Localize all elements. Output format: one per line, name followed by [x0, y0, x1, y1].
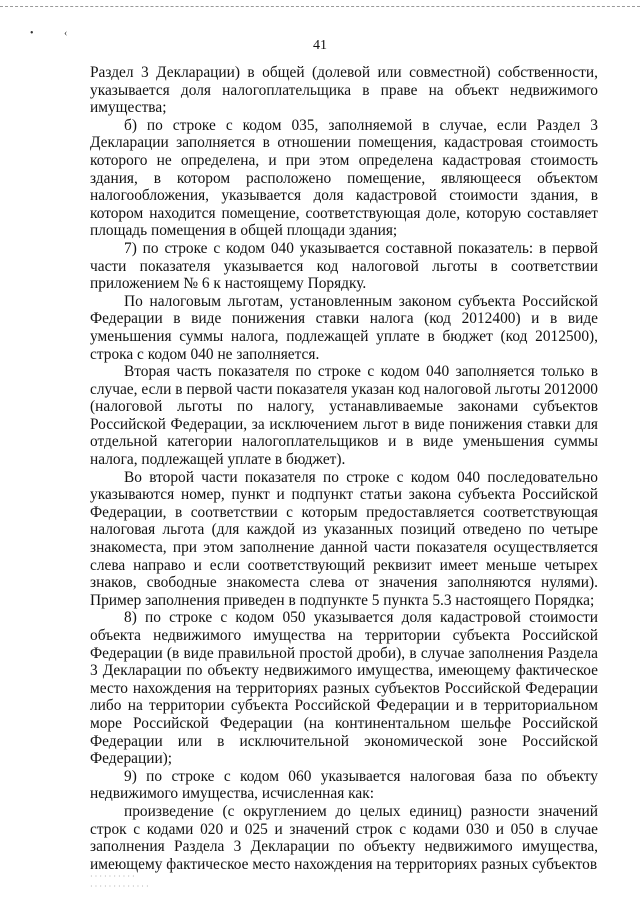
paragraph: 9) по строке с кодом 060 указывается налоговая база по объекту недвижимого имущества, исчисленная как:	[90, 767, 598, 803]
paragraph: По налоговым льготам, установленным законом субъекта Российской Федерации в виде понижения ставки налога (код 2012400) и в виде уменьшения суммы налога, подлежащей уплате в бюджет (код 2012500), строка с кодом 040 не заполняется.	[90, 292, 598, 363]
page-number: 41	[313, 38, 327, 53]
top-scan-rule	[0, 6, 640, 7]
scan-mark: ‹	[64, 28, 68, 39]
paragraph: 7) по строке с кодом 040 указывается составной показатель: в первой части показателя указывается код налоговой льготы в соответствии приложением № 6 к настоящему Порядку.	[90, 239, 598, 293]
scan-mark: •	[30, 28, 34, 39]
paragraph: Вторая часть показателя по строке с кодом 040 заполняется только в случае, если в первой части показателя указан код налоговой льготы 2012000 (налоговой льготы по налогу, устанавливаемые законами субъектов Российской Федерации, за исключением льгот в виде понижения ставки для отдельной категории налогоплательщиков и в виде уменьшения суммы налога, подлежащей уплате в бюджет).	[90, 363, 598, 469]
paragraph: 8) по строке с кодом 050 указывается доля кадастровой стоимости объекта недвижимого имущества на территории субъекта Российской Федерации (в виде правильной простой дроби), в случае заполнения Раздела 3 Декларации по объекту недвижимого имущества, имеющему фактическое место нахождения на территориях разных субъектов Российской Федерации либо на территории субъекта Российской Федерации и в территориальном море Российской Федерации (на континентальном шельфе Российской Федерации или в исключительной экономической зоне Российской Федерации);	[90, 609, 598, 768]
paragraph: произведение (с округлением до целых единиц) разности значений строк с кодами 020 и 025 и значений строк с кодами 030 и 050 в случае заполнения Раздела 3 Декларации по объекту недвижимого имущества, имеющему фактическое место нахождения на территориях разных субъектов	[90, 802, 598, 873]
scan-stamp: · · · · · · · · · · · · · · · · · · · · · · ·	[90, 872, 149, 891]
paragraph: б) по строке с кодом 035, заполняемой в случае, если Раздел 3 Декларации заполняется в отношении помещения, кадастровая стоимость которого не определена, и при этом определена кадастровая стоимость здания, в котором расположено помещение, являющееся объектом налогообложения, указывается доля кадастровой стоимости здания, в котором находится помещение, соответствующая доле, которую составляет площадь помещения в общей площади здания;	[90, 116, 598, 240]
paragraph: Раздел 3 Декларации) в общей (долевой или совместной) собственности, указывается доля налогоплательщика в праве на объект недвижимого имущества;	[90, 64, 598, 117]
document-body	[90, 64, 598, 873]
paragraph: Во второй части показателя по строке с кодом 040 последовательно указываются номер, пункт и подпункт статьи закона субъекта Российской Федерации, в соответствии с которым предоставляется соответствующая налоговая льгота (для каждой из указанных позиций отведено по четыре знакоместа, при этом заполнение данной части показателя осуществляется слева направо и если соответствующий реквизит имеет меньше четырех знаков, свободные знакоместа слева от значения заполняются нулями). Пример заполнения приведен в подпункте 5 пункта 5.3 настоящего Порядка;	[90, 468, 598, 609]
